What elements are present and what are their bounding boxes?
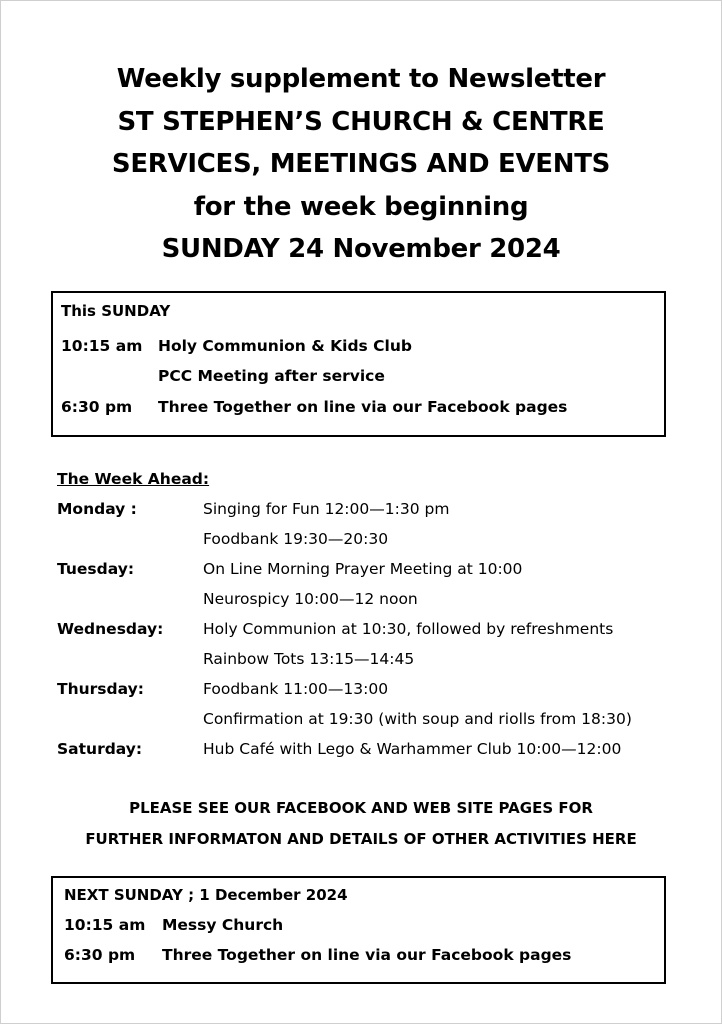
service-time: 10:15 am [64,916,146,934]
service-event: Three Together on line via our Facebook pages [162,946,572,964]
notice-line-1: PLEASE SEE OUR FACEBOOK AND WEB SITE PAGES FOR [129,799,593,817]
day-label: Thursday: [57,680,144,698]
service-event: Holy Communion & Kids Club [158,337,412,355]
service-event: PCC Meeting after service [158,367,385,385]
day-label: Tuesday: [57,560,135,578]
title-line-4: for the week beginning [193,191,529,222]
activity-item: Holy Communion at 10:30, followed by refreshments [203,620,614,638]
activity-item: Rainbow Tots 13:15—14:45 [203,650,415,668]
activity-item: Singing for Fun 12:00—1:30 pm [203,500,450,518]
service-event: Messy Church [162,916,284,934]
activity-item: Hub Café with Lego & Warhammer Club 10:00—12:00 [203,740,622,758]
this-sunday-box [51,291,666,437]
service-time: 6:30 pm [61,398,133,416]
activity-item: Foodbank 19:30—20:30 [203,530,389,548]
day-label: Wednesday: [57,620,164,638]
service-time: 10:15 am [61,337,143,355]
service-event: Three Together on line via our Facebook pages [158,398,568,416]
title-line-3: SERVICES, MEETINGS AND EVENTS [111,149,611,179]
activity-item: Confirmation at 19:30 (with soup and riolls from 18:30) [203,710,632,728]
activity-item: Foodbank 11:00—13:00 [203,680,389,698]
activity-item: On Line Morning Prayer Meeting at 10:00 [203,560,523,578]
this-sunday-heading: This SUNDAY [61,302,171,320]
day-label: Monday : [57,500,137,518]
title-line-1: Weekly supplement to Newsletter [116,64,606,94]
notice-line-2: FURTHER INFORMATON AND DETAILS OF OTHER ACTIVITIES HERE [85,830,637,848]
week-ahead-heading: The Week Ahead: [57,470,210,488]
title-line-2: ST STEPHEN’S CHURCH & CENTRE [117,106,605,137]
newsletter-title [0,58,722,271]
next-sunday-box [51,876,666,984]
day-label: Saturday: [57,740,143,758]
title-line-5: SUNDAY 24 November 2024 [161,234,561,264]
activity-item: Neurospicy 10:00—12 noon [203,590,418,608]
service-time: 6:30 pm [64,946,136,964]
next-sunday-heading: NEXT SUNDAY ; 1 December 2024 [64,886,348,904]
